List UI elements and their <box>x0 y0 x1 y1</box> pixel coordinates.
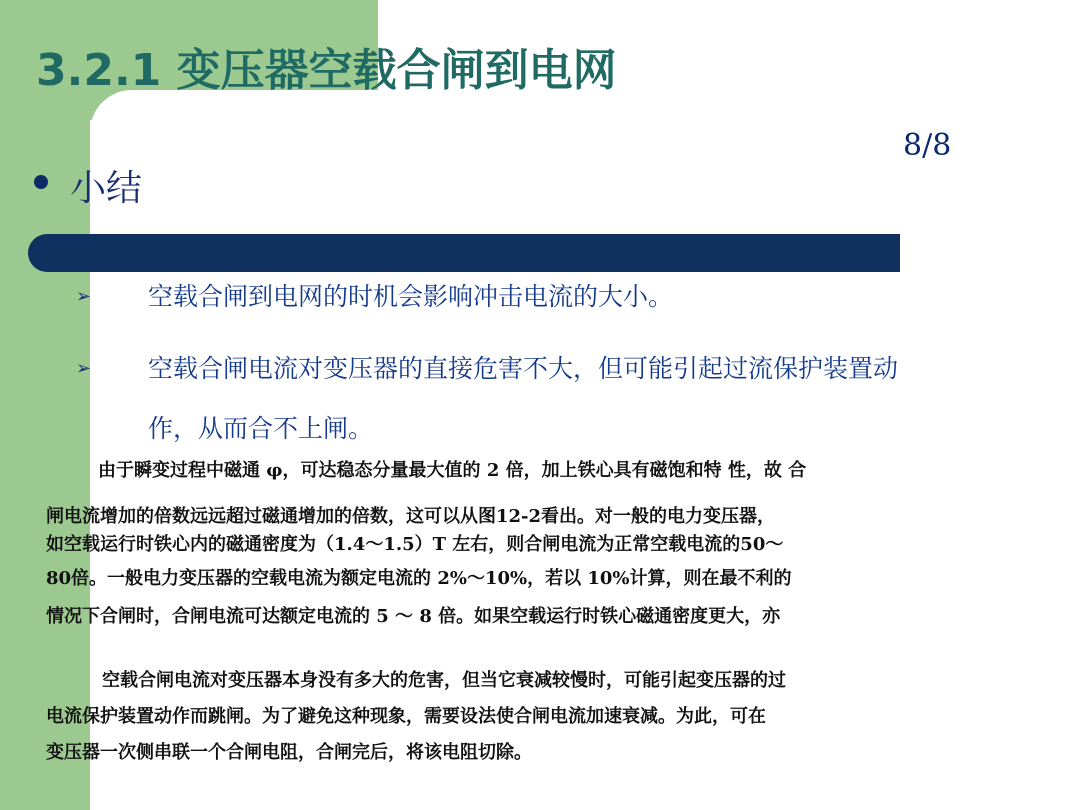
scan-line-5: 情况下合闸时，合闸电流可达额定电流的 5 ～ 8 倍。如果空载运行时铁心磁通密度更大，亦 <box>46 606 781 627</box>
scan-line-4: 80倍。一般电力变压器的空载电流为额定电流的 2%～10%，若以 10%计算，则在最不利的 <box>46 568 792 589</box>
scan-line-6: 空载合闸电流对变压器本身没有多大的危害，但当它衰减较慢时，可能引起变压器的过 <box>102 670 786 691</box>
summary-heading: 小结 <box>70 168 143 209</box>
bullet-point-2: 空载合闸电流对变压器的直接危害不大，但可能引起过流保护装置动 <box>148 354 899 383</box>
scan-line-2: 闸电流增加的倍数远远超过磁通增加的倍数，这可以从图12-2看出。对一般的电力变压器， <box>46 506 776 527</box>
left-decor-band <box>0 0 90 810</box>
scan-line-7: 电流保护装置动作而跳闸。为了避免这种现象，需要设法使合闸电流加速衰减。为此，可在 <box>46 706 766 727</box>
bullet-dot-icon <box>34 175 48 189</box>
arrow-bullet-icon: ➢ <box>76 358 92 379</box>
scan-line-8: 变压器一次侧串联一个合闸电阻，合闸完后，将该电阻切除。 <box>46 742 532 763</box>
bullet-point-1: 空载合闸到电网的时机会影响冲击电流的大小。 <box>148 282 674 311</box>
slide-title: 3.2.1 变压器空载合闸到电网 <box>36 45 617 96</box>
arrow-bullet-icon: ➢ <box>76 286 92 307</box>
page-number: 8/8 <box>903 128 952 163</box>
bullet-point-2-continued: 作，从而合不上闸。 <box>148 414 374 443</box>
scan-line-1: 由于瞬变过程中磁通 φ，可达稳态分量最大值的 2 倍，加上铁心具有磁饱和特 性，故 合 <box>98 460 807 481</box>
divider-bar <box>28 234 900 272</box>
scan-line-3: 如空载运行时铁心内的磁通密度为（1.4～1.5）T 左右，则合闸电流为正常空载电流的50～ <box>46 534 784 555</box>
